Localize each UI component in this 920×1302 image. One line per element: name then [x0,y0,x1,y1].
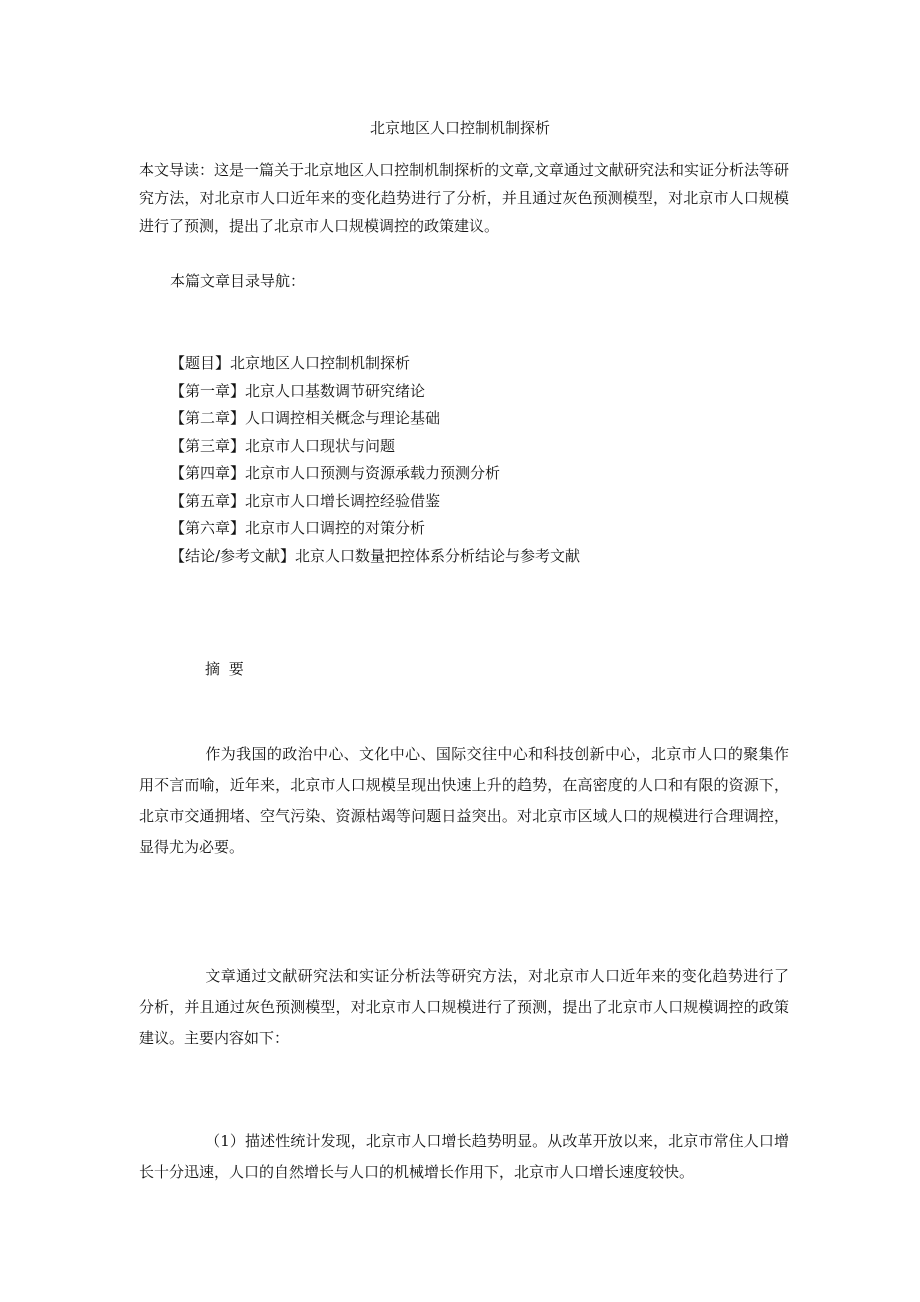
table-of-contents [170,350,580,570]
toc-item-chapter-1[interactable]: 【第一章】北京人口基数调节研究绪论 [170,381,426,400]
intro-paragraph: 本文导读：这是一篇关于北京地区人口控制机制探析的文章,文章通过文献研究法和实证分析法等研究方法，对北京市人口近年来的变化趋势进行了分析，并且通过灰色预测模型，对北京市人口规模进行了预测，提出了北京市人口规模调控的政策建议。 [139,161,789,235]
toc-item-chapter-2[interactable]: 【第二章】人口调控相关概念与理论基础 [170,409,441,427]
abstract-heading: 摘 要 [205,660,246,678]
toc-item-chapter-3[interactable]: 【第三章】北京市人口现状与问题 [170,436,396,455]
toc-item-chapter-4[interactable]: 【第四章】北京市人口预测与资源承载力预测分析 [170,464,501,482]
toc-heading: 本篇文章目录导航： [170,272,306,290]
toc-item-conclusion[interactable]: 【结论/参考文献】北京人口数量把控体系分析结论与参考文献 [170,546,581,565]
paragraph-text: 文章通过文献研究法和实证分析法等研究方法，对北京市人口近年来的变化趋势进行了分析，并且通过灰色预测模型，对北京市人口规模进行了预测，提出了北京市人口规模调控的政策建议。主要内容如下： [139,967,789,1047]
document-title: 北京地区人口控制机制探析 [369,119,550,137]
paragraph-text: （1）描述性统计发现，北京市人口增长趋势明显。从改革开放以来，北京市常住人口增长十分迅速，人口的自然增长与人口的机械增长作用下，北京市人口增长速度较快。 [139,1132,789,1181]
abstract-paragraph-1 [139,739,789,863]
toc-item-chapter-5[interactable]: 【第五章】北京市人口增长调控经验借鉴 [170,491,441,510]
toc-item-chapter-6[interactable]: 【第六章】北京市人口调控的对策分析 [170,519,426,537]
abstract-paragraph-3 [139,1126,789,1188]
paragraph-text: 作为我国的政治中心、文化中心、国际交往中心和科技创新中心，北京市人口的聚集作用不言而喻，近年来，北京市人口规模呈现出快速上升的趋势，在高密度的人口和有限的资源下，北京市交通拥堵、空气污染、资源枯竭等问题日益突出。对北京市区域人口的规模进行合理调控，显得尤为必要。 [139,745,789,856]
toc-item-title[interactable]: 【题目】北京地区人口控制机制探析 [170,354,411,372]
abstract-paragraph-2 [139,961,789,1054]
